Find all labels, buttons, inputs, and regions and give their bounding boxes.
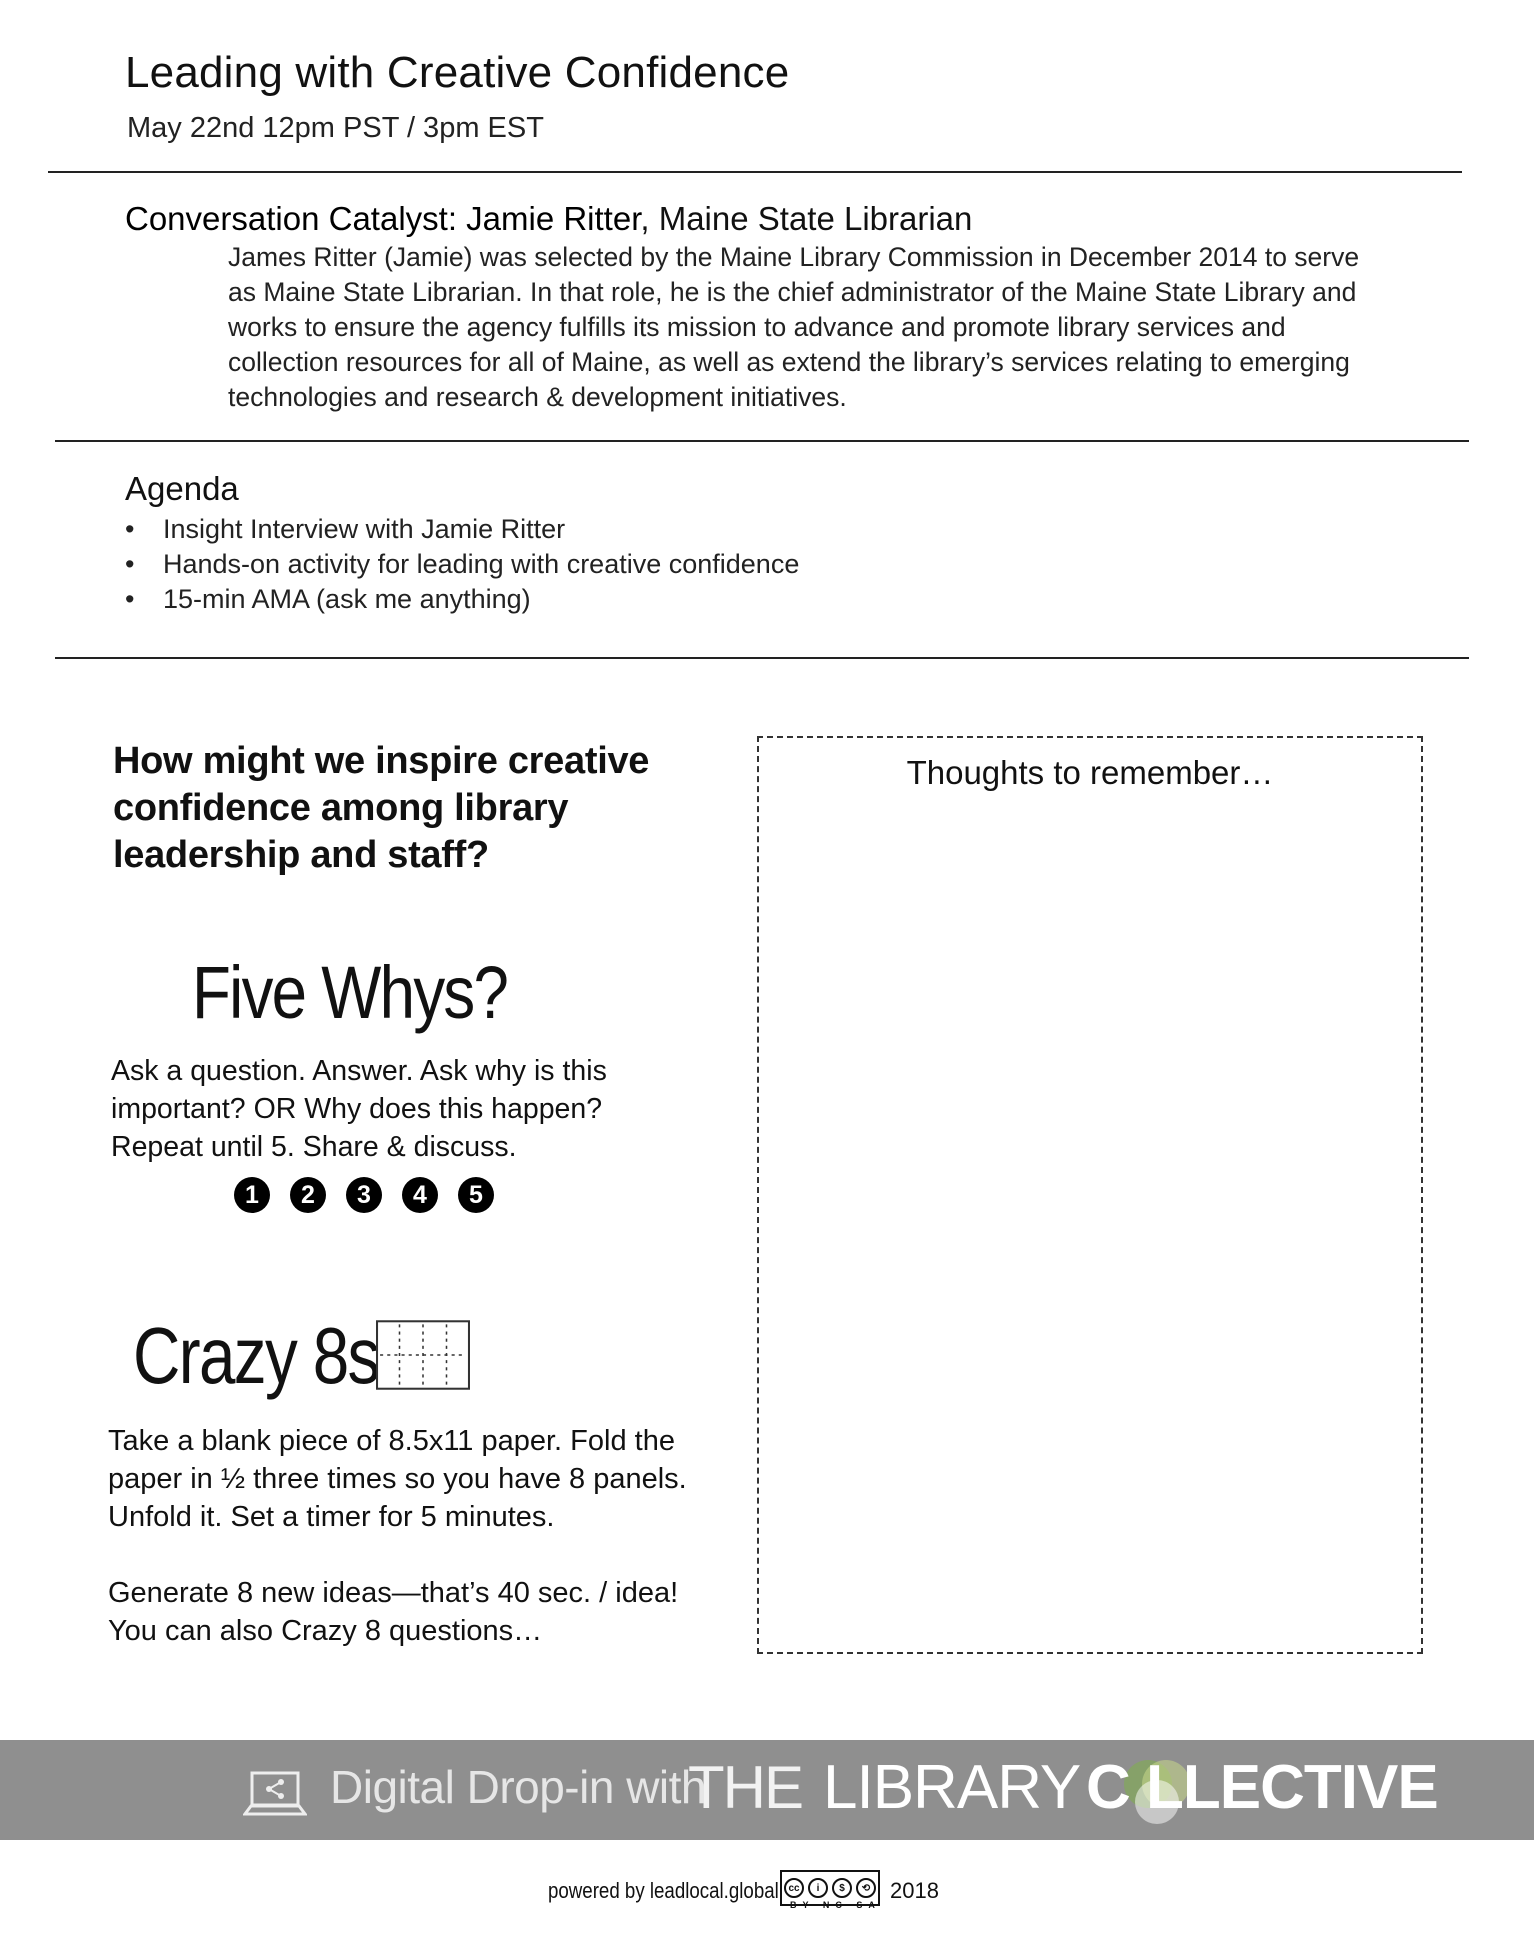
crazy8-tip: Generate 8 new ideas—that’s 40 sec. / idea! You can also Crazy 8 questions… <box>108 1577 679 1647</box>
sa-icon: ⟲ <box>856 1878 876 1898</box>
step-2-badge: 2 <box>290 1177 326 1213</box>
page-title: Leading with Creative Confidence <box>125 48 790 97</box>
crazy8-instructions: Take a blank piece of 8.5x11 paper. Fold the paper in ½ three times so you have 8 panels. Unfold it. Set a timer for 5 minutes. <box>108 1425 687 1533</box>
divider-1 <box>48 171 1462 173</box>
powered-by: powered by leadlocal.global <box>548 1878 779 1903</box>
step-4-badge: 4 <box>402 1177 438 1213</box>
agenda-item: • Insight Interview with Jamie Ritter <box>125 514 566 544</box>
catalyst-heading <box>125 200 972 238</box>
band-library: LIBRARY <box>823 1753 1081 1822</box>
copyright-year: 2018 <box>890 1878 939 1903</box>
agenda-item: • Hands-on activity for leading with creative confidence <box>125 549 800 579</box>
band-intro: Digital Drop-in with <box>330 1761 707 1813</box>
five-whys-steps <box>234 1177 494 1213</box>
laptop-share-icon <box>243 1770 307 1820</box>
crazy8-heading: Crazy 8s <box>133 1311 379 1400</box>
five-whys-heading: Five Whys? <box>192 951 508 1034</box>
license-text: BY NC SA <box>790 1900 881 1910</box>
agenda-item: • 15-min AMA (ask me anything) <box>125 584 531 614</box>
event-date: May 22nd 12pm PST / 3pm EST <box>127 112 544 144</box>
step-1-badge: 1 <box>234 1177 270 1213</box>
catalyst-role: , Maine State Librarian <box>640 200 973 237</box>
agenda-list <box>125 512 799 617</box>
catalyst-bio: James Ritter (Jamie) was selected by the Maine Library Commission in December 2014 to serve as Maine State Librarian. In that role, he is the chief administrator of the Maine State Library and works to ensure the agency fulfills its mission to advance and promote library services and collection resources for all of Maine, as well as extend the library’s services relating to emerging technologies and research & development initiatives. <box>228 242 1360 412</box>
cc-icon: cc <box>784 1878 804 1898</box>
guiding-question: How might we inspire creative confidence among library leadership and staff? <box>113 740 650 876</box>
by-icon: i <box>808 1878 828 1898</box>
catalyst-label: Conversation Catalyst: Jamie Ritter <box>125 200 641 237</box>
folded-paper-icon <box>376 1320 470 1390</box>
thoughts-box <box>757 736 1423 1654</box>
divider-2 <box>55 440 1469 442</box>
step-5-badge: 5 <box>458 1177 494 1213</box>
band-the: THE <box>688 1754 802 1821</box>
divider-3 <box>55 657 1469 659</box>
nc-icon: $ <box>832 1878 852 1898</box>
band-collective: C LLECTIVE <box>1086 1753 1438 1822</box>
step-3-badge: 3 <box>346 1177 382 1213</box>
agenda-heading: Agenda <box>125 470 239 507</box>
thoughts-label: Thoughts to remember… <box>906 754 1274 791</box>
five-whys-text: Ask a question. Answer. Ask why is this important? OR Why does this happen? Repeat until 5. Share & discuss. <box>111 1055 607 1163</box>
